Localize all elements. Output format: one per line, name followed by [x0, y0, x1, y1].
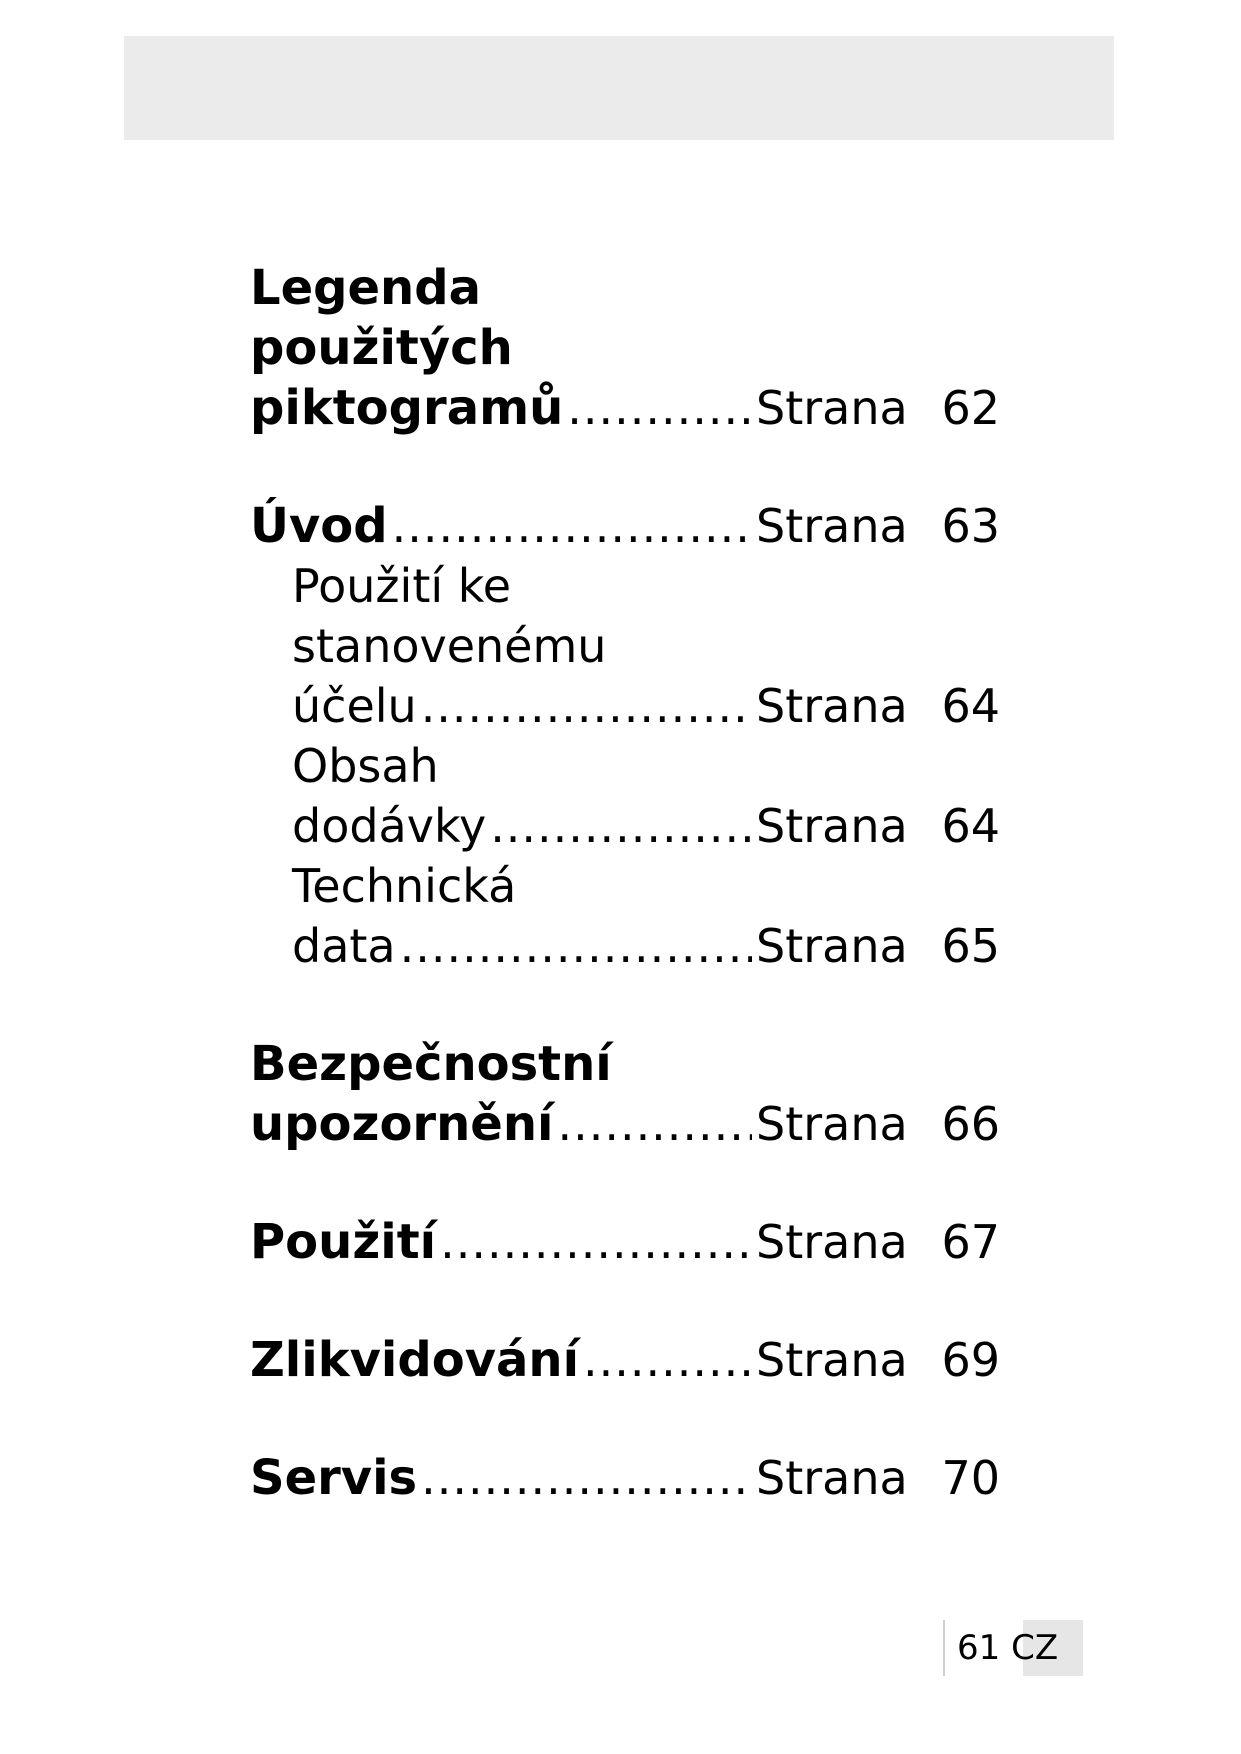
toc-entry-title-line: použitých — [250, 320, 513, 376]
toc-entry-uvod[interactable] — [250, 496, 1000, 556]
footer-language: CZ — [1011, 1628, 1059, 1668]
toc-entry-title-line: stanovenému — [292, 619, 607, 673]
toc-subentry-technicka-data[interactable] — [250, 856, 1000, 976]
toc-entry-title-line: Technická — [292, 859, 517, 913]
page-label: Strana — [756, 381, 908, 435]
toc-entry-servis[interactable] — [250, 1448, 1000, 1508]
footer-divider — [943, 1620, 945, 1676]
page-number: 64 — [941, 799, 1000, 853]
dot-leader — [421, 676, 752, 736]
toc-subentry-pouziti-ke-stanovenemu-ucelu[interactable] — [250, 556, 1000, 736]
page-number: 65 — [941, 919, 1000, 973]
dot-leader — [440, 1212, 752, 1272]
toc-entry-title: Úvod — [250, 498, 388, 554]
page-number: 63 — [941, 499, 1000, 553]
toc-entry-title: piktogramů — [250, 380, 564, 436]
toc-entry-title: upozornění — [250, 1096, 554, 1152]
footer-page-number: 61 — [957, 1628, 1001, 1668]
page-label: Strana — [756, 799, 908, 853]
page-footer — [943, 1620, 1083, 1676]
toc-entry-bezpecnostni-upozorneni[interactable] — [250, 1034, 1000, 1154]
toc-entry-title-line: Bezpečnostní — [250, 1036, 612, 1092]
page-number: 66 — [941, 1097, 1000, 1151]
page-label: Strana — [756, 1215, 908, 1269]
page-label: Strana — [756, 919, 908, 973]
page-label: Strana — [756, 1451, 908, 1505]
page-number: 67 — [941, 1215, 1000, 1269]
toc-entry-title: Servis — [250, 1450, 418, 1506]
dot-leader — [421, 1448, 752, 1508]
toc-entry-title: data — [292, 919, 396, 973]
toc-entry-title: Použití — [250, 1214, 437, 1270]
toc-entry-title: účelu — [292, 679, 417, 733]
dot-leader — [490, 796, 752, 856]
page-number: 70 — [941, 1451, 1000, 1505]
dot-leader — [583, 1330, 752, 1390]
toc-entry-title: dodávky — [292, 799, 487, 853]
page-number: 69 — [941, 1333, 1000, 1387]
dot-leader — [567, 378, 752, 438]
toc-entry-legenda[interactable] — [250, 258, 1000, 438]
page-label: Strana — [756, 679, 908, 733]
toc-entry-pouziti[interactable] — [250, 1212, 1000, 1272]
dot-leader — [557, 1094, 752, 1154]
page-label: Strana — [756, 499, 908, 553]
header-band — [124, 36, 1114, 140]
toc-entry-title-line: Obsah — [292, 739, 439, 793]
footer-text — [957, 1628, 1058, 1668]
toc-entry-title: Zlikvidování — [250, 1332, 580, 1388]
toc-entry-title-line: Použití ke — [292, 559, 512, 613]
dot-leader — [392, 496, 752, 556]
page-label: Strana — [756, 1333, 908, 1387]
table-of-contents — [250, 258, 1000, 1508]
toc-entry-title-line: Legenda — [250, 260, 481, 316]
toc-entry-zlikvidovani[interactable] — [250, 1330, 1000, 1390]
page-number: 64 — [941, 679, 1000, 733]
page-label: Strana — [756, 1097, 908, 1151]
dot-leader — [400, 916, 752, 976]
toc-subentry-obsah-dodavky[interactable] — [250, 736, 1000, 856]
page-number: 62 — [941, 381, 1000, 435]
